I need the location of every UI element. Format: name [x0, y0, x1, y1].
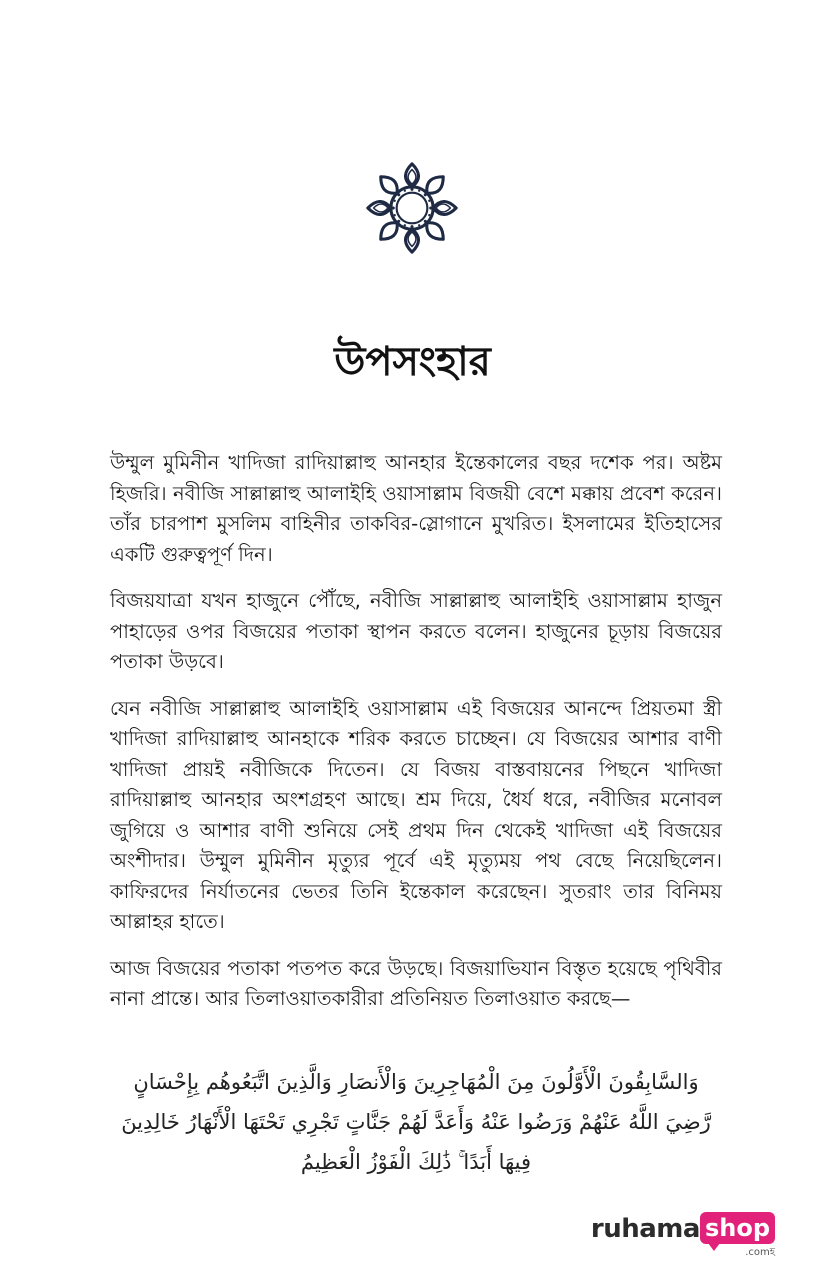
brand-suffix: .comহ — [745, 1247, 775, 1258]
verse-line-1: وَالسَّابِقُونَ الْأَوَّلُونَ مِنَ الْمُهَاجِرِينَ وَالْأَنصَارِ وَالَّذِينَ اتَّبَعُوهُم بِإِحْسَانٍ — [133, 1070, 699, 1094]
brand-logo — [591, 1212, 775, 1259]
paragraph-3: যেন নবীজি সাল্লাল্লাহু আলাইহি ওয়াসাল্লাম এই বিজয়ের আনন্দে প্রিয়তমা স্ত্রী খাদিজা রাদিয়াল্লাহু আনহাকে শরিক করতে চাচ্ছেন। যে বিজয়ের আশার বাণী খাদিজা প্রায়ই নবীজিকে দিতেন। যে বিজয় বাস্তবায়নের পিছনে খাদিজা রাদিয়াল্লাহু আনহার অংশগ্রহণ আছে। শ্রম দিয়ে, ধৈর্য ধরে, নবীজির মনোবল জুগিয়ে ও আশার বাণী শুনিয়ে সেই প্রথম দিন থেকেই খাদিজা এই বিজয়ের অংশীদার। উম্মুল মুমিনীন মৃত্যুর পূর্বে এই মৃত্যুময় পথ বেছে নিয়েছিলেন। কাফিরদের নির্যাতনের ভেতর তিনি ইন্তেকাল করেছেন। সুতরাং তার বিনিময় আল্লাহর হাতে। — [110, 696, 722, 933]
lotus-ornament-icon — [364, 160, 460, 256]
verse-line-2: رَّضِيَ اللَّهُ عَنْهُمْ وَرَضُوا عَنْهُ وَأَعَدَّ لَهُمْ جَنَّاتٍ تَجْرِي تَحْتَهَا الْأَنْهَارُ خَالِدِينَ — [121, 1110, 711, 1134]
paragraph-4: আজ বিজয়ের পতাকা পতপত করে উড়ছে। বিজয়াভিযান বিস্তৃত হয়েছে পৃথিবীর নানা প্রান্তে। আর তিলাওয়াতকারীরা প্রতিনিয়ত তিলাওয়াত করছে— — [110, 956, 722, 1010]
brand-shop-badge — [700, 1212, 775, 1259]
paragraph-2: বিজয়যাত্রা যখন হাজুনে পৌঁছে, নবীজি সাল্লাল্লাহু আলাইহি ওয়াসাল্লাম হাজুন পাহাড়ের ওপর বিজয়ের পতাকা স্থাপন করতে বলেন। হাজুনের চূড়ায় বিজয়ের পতাকা উড়বে। — [110, 589, 722, 673]
brand-name: ruhama — [590, 1214, 700, 1244]
page-title: উপসংহার — [334, 339, 491, 385]
quran-verse — [110, 1062, 722, 1182]
brand-shop-label: shop — [700, 1212, 775, 1244]
verse-line-3: فِيهَا أَبَدًا ۚ ذَٰلِكَ الْفَوْزُ الْعَظِيمُ — [300, 1150, 532, 1174]
paragraph-1: উম্মুল মুমিনীন খাদিজা রাদিয়াল্লাহু আনহার ইন্তেকালের বছর দশেক পর। অষ্টম হিজরি। নবীজি সাল্লাল্লাহু আলাইহি ওয়াসাল্লাম বিজয়ী বেশে মক্কায় প্রবেশ করেন। তাঁর চারপাশ মুসলিম বাহিনীর তাকবির-স্লোগানে মুখরিত। ইসলামের ইতিহাসের একটি গুরুত্বপূর্ণ দিন। — [110, 451, 722, 566]
body-text — [110, 448, 722, 1031]
